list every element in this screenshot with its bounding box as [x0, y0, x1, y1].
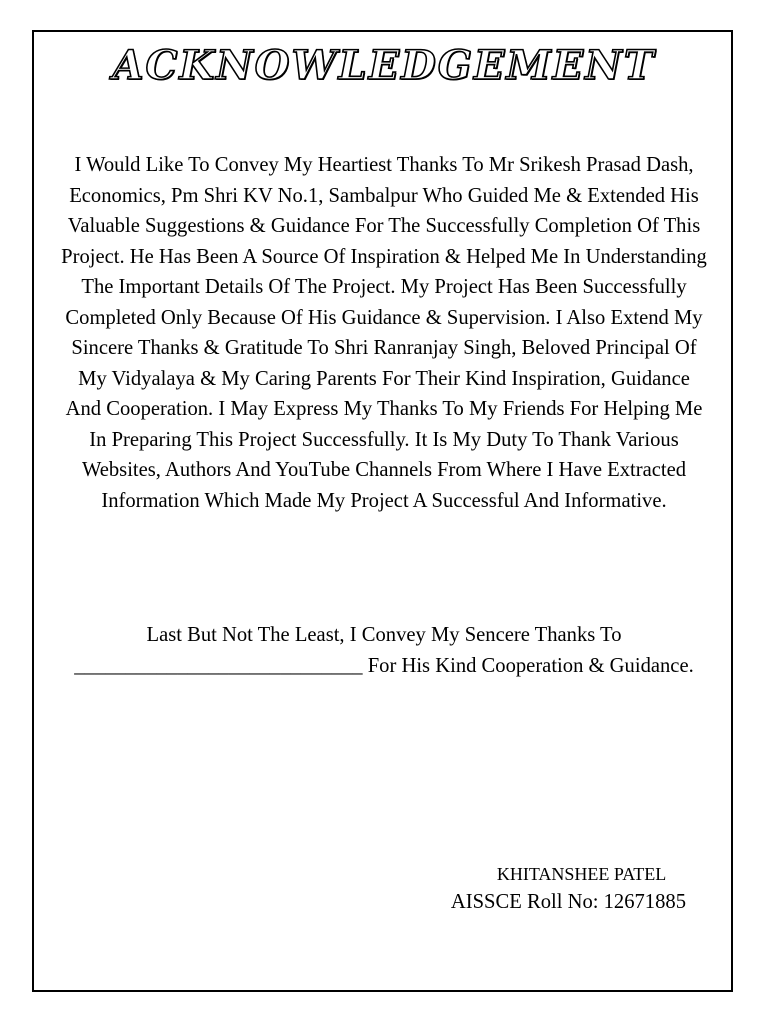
- signature-block: [451, 860, 686, 916]
- roll-number: AISSCE Roll No: 12671885: [450, 891, 686, 913]
- closing-paragraph: Last But Not The Least, I Convey My Sencere Thanks To ____________________________ For His Kind Cooperation & Guidance.: [74, 624, 694, 677]
- student-name: KHITANSHEE PATEL: [496, 864, 667, 884]
- acknowledgement-paragraph: I Would Like To Convey My Heartiest Thanks To Mr Srikesh Prasad Dash, Economics, Pm Shri KV No.1, Sambalpur Who Guided Me & Extended His Valuable Suggestions & Guidance For The Successfully Completion Of This Project. He Has Been A Source Of Inspiration & Helped Me In Understanding The Important Details Of The Project. My Project Has Been Successfully Completed Only Because Of His Guidance & Supervision. I Also Extend My Sincere Thanks & Gratitude To Shri Ranranjay Singh, Beloved Principal Of My Vidyalaya & My Caring Parents For Their Kind Inspiration, Guidance And Cooperation. I May Express My Thanks To My Friends For Helping Me In Preparing This Project Successfully. It Is My Duty To Thank Various Websites, Authors And YouTube Channels From Where I Have Extracted Information Which Made My Project A Successful And Informative.: [61, 154, 707, 512]
- page-title: ACKNOWLEDGEMENT: [112, 42, 656, 89]
